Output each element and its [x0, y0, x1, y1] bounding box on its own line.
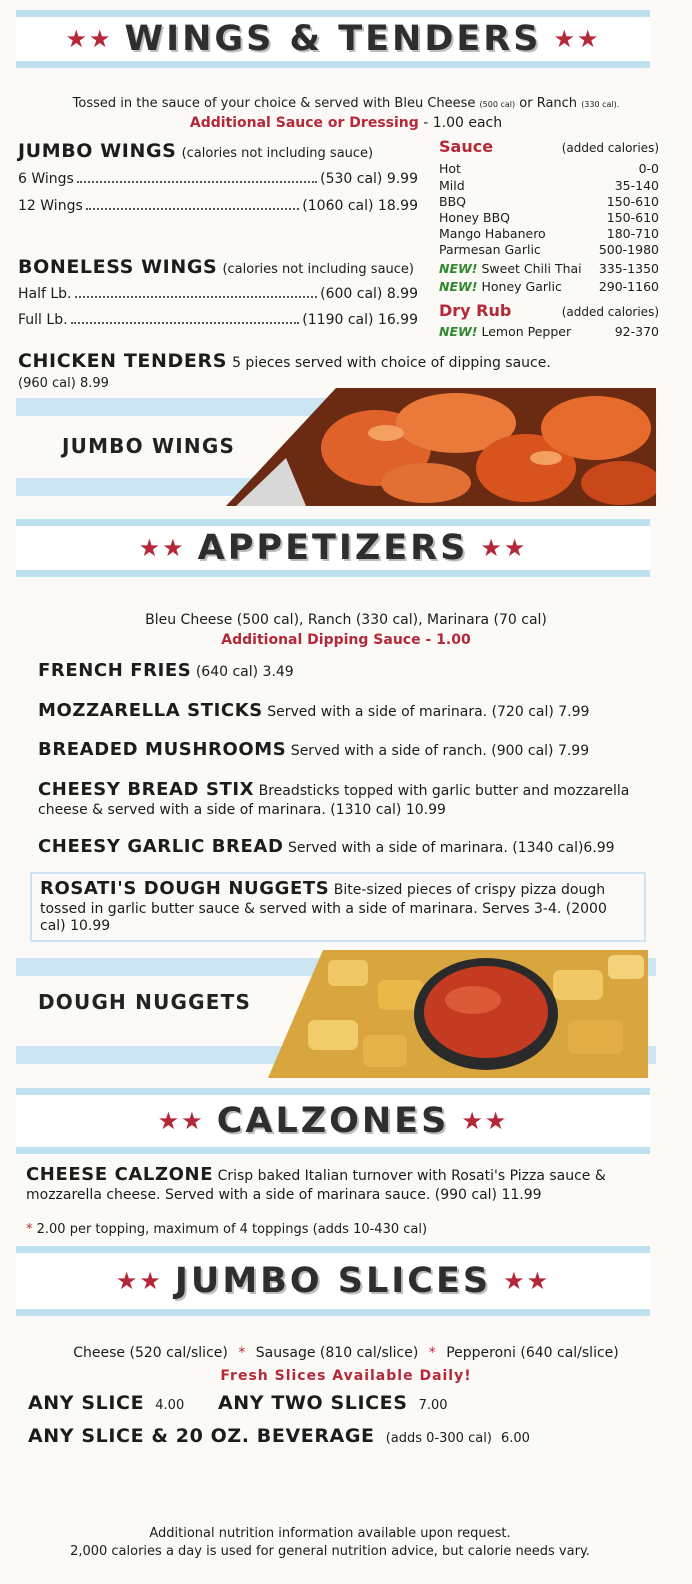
star-icons: ★★	[157, 1107, 205, 1135]
additional-dipping-note: Additional Dipping Sauce - 1.00	[221, 632, 471, 648]
appetizers-section-title: APPETIZERS	[197, 528, 469, 568]
dough-nuggets-photo-band	[16, 950, 656, 1080]
calzones-section-title: CALZONES	[216, 1101, 450, 1141]
dipping-sauces-note: Bleu Cheese (500 cal), Ranch (330 cal), Marinara (70 cal)	[145, 612, 547, 628]
dough-nuggets-photo	[268, 950, 648, 1078]
star-icons: ★★	[461, 1107, 509, 1135]
footer-note: Additional nutrition information available upon request. 2,000 calories a day is used for general nutrition advice, but calorie needs vary.	[70, 1526, 590, 1559]
sauce-row: BBQ 150-610	[439, 194, 659, 209]
wings-section-banner	[16, 10, 650, 68]
slice-flavors: Cheese (520 cal/slice) * Sausage (810 cal/slice) * Pepperoni (640 cal/slice)	[73, 1345, 619, 1361]
sauce-row: NEW! Honey Garlic 290-1160	[439, 279, 659, 294]
dough-nuggets-photo-label: DOUGH NUGGETS	[38, 990, 252, 1014]
menu-item-6-wings: 6 Wings (530 cal) 9.99	[18, 171, 418, 187]
topping-note: * 2.00 per topping, maximum of 4 toppings (adds 10-430 cal)	[26, 1222, 428, 1237]
sauce-row: Mango Habanero 180-710	[439, 226, 659, 241]
menu-item-cheesy-bread-stix: CHEESY BREAD STIX Breadsticks topped with garlic butter and mozzarella cheese & served with a side of marinara. (1310 cal) 10.99	[38, 779, 630, 818]
calzones-section-banner	[16, 1088, 650, 1154]
menu-item-mozzarella-sticks: MOZZARELLA STICKS Served with a side of marinara. (720 cal) 7.99	[38, 700, 590, 721]
jumbo-wings-photo-label: JUMBO WINGS	[62, 434, 236, 458]
dry-rub-heading: Dry Rub (added calories)	[439, 301, 659, 320]
star-icons: ★★	[115, 1267, 163, 1295]
menu-item-breaded-mushrooms: BREADED MUSHROOMS Served with a side of ranch. (900 cal) 7.99	[38, 739, 590, 760]
wings-intro: Tossed in the sauce of your choice & served with Bleu Cheese (500 cal) or Ranch (330 cal).	[72, 96, 620, 111]
star-icons: ★★	[503, 1267, 551, 1295]
star-icons: ★★	[480, 534, 528, 562]
sauce-heading: Sauce (added calories)	[439, 137, 659, 156]
star-icons: ★★	[138, 534, 186, 562]
sauce-row: NEW! Sweet Chili Thai 335-1350	[439, 261, 659, 276]
sauce-row: Mild 35-140	[439, 178, 659, 193]
sauce-row: Honey BBQ 150-610	[439, 210, 659, 225]
menu-item-half-lb: Half Lb. (600 cal) 8.99	[18, 286, 418, 302]
menu-item-12-wings: 12 Wings (1060 cal) 18.99	[18, 198, 418, 214]
menu-item-any-two-slices: ANY TWO SLICES 7.00	[218, 1392, 448, 1414]
fresh-slices-note: Fresh Slices Available Daily!	[220, 1368, 472, 1384]
dry-rub-row: NEW! Lemon Pepper 92-370	[439, 324, 659, 339]
menu-item-cheesy-garlic-bread: CHEESY GARLIC BREAD Served with a side of marinara. (1340 cal)6.99	[38, 836, 615, 857]
star-icons: ★★	[65, 25, 113, 53]
wings-photo	[226, 388, 656, 506]
wings-section-title: WINGS & TENDERS	[124, 19, 542, 59]
chicken-tenders-item: CHICKEN TENDERS 5 pieces served with choice of dipping sauce. (960 cal) 8.99	[18, 350, 551, 391]
jumbo-slices-section-banner	[16, 1246, 650, 1316]
jumbo-wings-heading: JUMBO WINGS (calories not including sauce)	[18, 140, 374, 162]
appetizers-section-banner	[16, 519, 650, 577]
menu-item-french-fries: FRENCH FRIES (640 cal) 3.49	[38, 660, 294, 681]
jumbo-slices-section-title: JUMBO SLICES	[174, 1261, 492, 1301]
menu-item-any-slice: ANY SLICE 4.00	[28, 1392, 185, 1414]
menu-item-slice-beverage-combo: ANY SLICE & 20 OZ. BEVERAGE (adds 0-300 cal) 6.00	[28, 1425, 530, 1447]
menu-item-cheese-calzone: CHEESE CALZONE Crisp baked Italian turnover with Rosati's Pizza sauce & mozzarella cheese. Served with a side of marinara sauce. (990 cal) 11.99	[26, 1164, 606, 1203]
boneless-wings-heading: BONELESS WINGS (calories not including sauce)	[18, 256, 415, 278]
additional-sauce-note: Additional Sauce or Dressing - 1.00 each	[189, 115, 503, 131]
sauce-row: Hot 0-0	[439, 161, 659, 176]
jumbo-wings-photo-band	[16, 388, 656, 506]
sauce-row: Parmesan Garlic 500-1980	[439, 242, 659, 257]
menu-item-full-lb: Full Lb. (1190 cal) 16.99	[18, 312, 418, 328]
star-icons: ★★	[553, 25, 601, 53]
menu-item-dough-nuggets: ROSATI'S DOUGH NUGGETS Bite-sized pieces of crispy pizza dough tossed in garlic butter sauce & served with a side of marinara. Serves 3-4. (2000 cal) 10.99	[30, 872, 646, 942]
